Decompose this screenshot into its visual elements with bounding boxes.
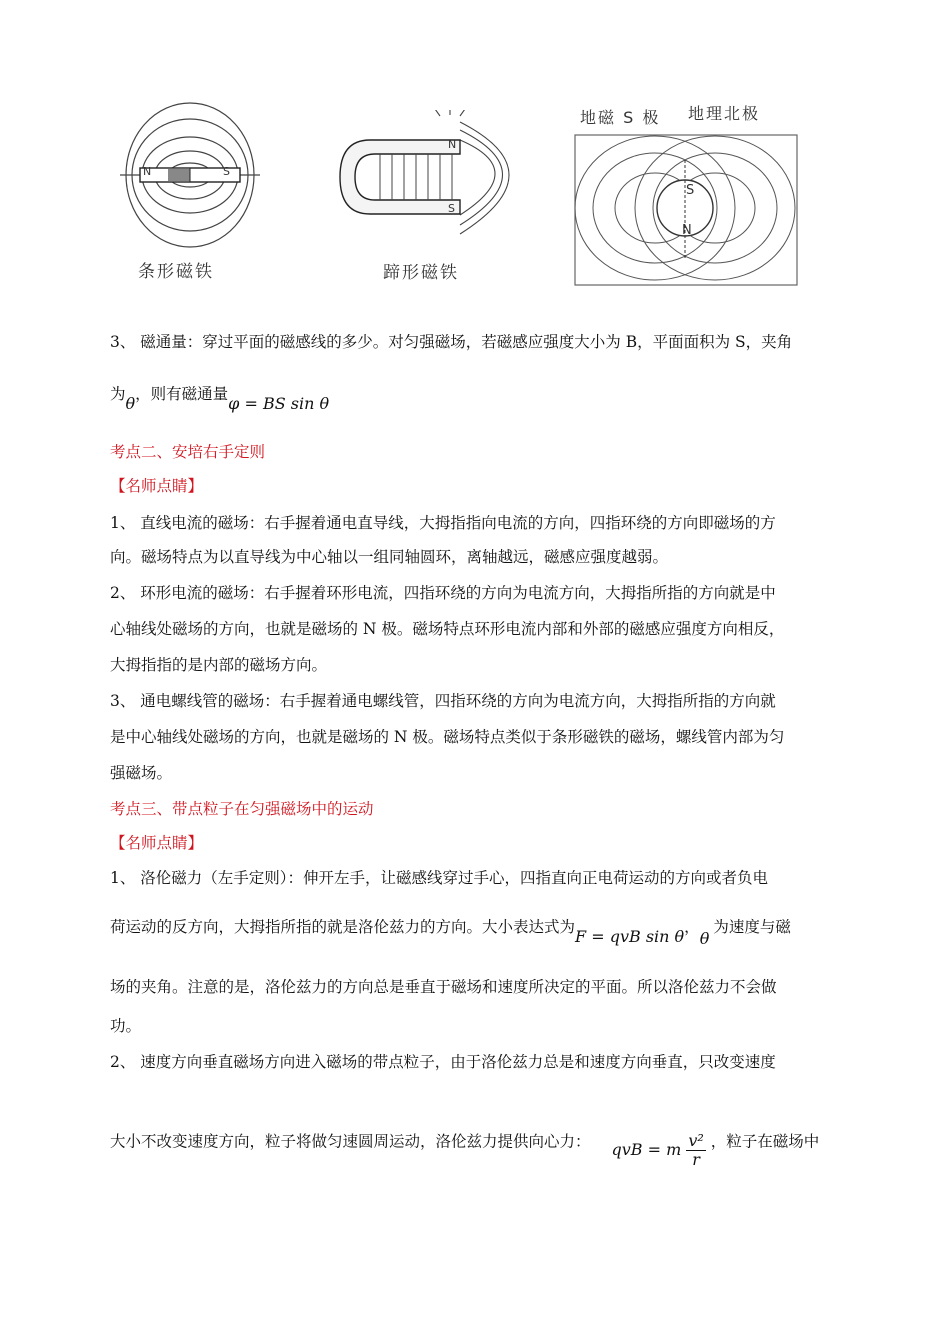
section-3-p1-line-2-a: 荷运动的反方向，大拇指所指的就是洛伦兹力的方向。大小表达式为 [110, 918, 576, 936]
flux-formula: φ = BS sin θ [228, 394, 330, 413]
section-2-tip: 【名师点睛】 [110, 477, 204, 495]
bar-magnet-pole-s: S [223, 165, 232, 178]
earth-magnetic-field-figure [570, 95, 800, 290]
earth-field-lines [570, 130, 800, 290]
section-2-p3-line-2: 是中心轴线处磁场的方向，也就是磁场的 N 极。磁场特点类似于条形磁铁的磁场，螺线管内部为匀 [110, 728, 785, 746]
centripetal-denominator: r [692, 1150, 700, 1169]
bar-magnet-pole-n: N [143, 165, 154, 178]
section-2-p3-line-3: 强磁场。 [110, 764, 173, 782]
horseshoe-pole-s: S [448, 202, 457, 215]
section-2-p3-line-1: 3、 通电螺线管的磁场：右手握着通电螺线管，四指环绕的方向为电流方向，大拇指所指的方向就 [110, 692, 776, 710]
section-2-p2-line-3: 大拇指指的是内部的磁场方向。 [110, 656, 328, 674]
flux-line-2 [110, 382, 330, 413]
earth-label-geomagnetic-s: 地磁 S 极 [580, 108, 661, 127]
section-3-p1-line-2-c: 为速度与磁 [713, 918, 791, 936]
bar-magnet-figure [110, 95, 270, 285]
section-3-tip: 【名师点睛】 [110, 834, 204, 852]
lorentz-force-formula: F = qvB sin θ [575, 927, 685, 946]
horseshoe-magnet-field-lines [330, 110, 530, 250]
centripetal-formula-lhs: qvB = m [611, 1140, 682, 1159]
section-3-p2-line-2-b: ，粒子在磁场中 [710, 1132, 820, 1151]
flux-line-2-prefix: 为 [110, 385, 126, 403]
theta-symbol: θ [125, 394, 136, 413]
theta-symbol-2: θ [699, 929, 710, 948]
flux-line-1: 3、 磁通量：穿过平面的磁感线的多少。对匀强磁场，若磁感应强度大小为 B，平面面积为 S，夹角 [110, 333, 793, 351]
centripetal-numerator: v² [688, 1131, 704, 1150]
section-3-p2-line-2-a: 大小不改变速度方向，粒子将做匀速圆周运动，洛伦兹力提供向心力： [110, 1132, 591, 1151]
section-2-p1-line-1: 1、 直线电流的磁场：右手握着通电直导线，大拇指指向电流的方向，四指环绕的方向即磁场的方 [110, 514, 776, 532]
centripetal-formula [611, 1132, 705, 1169]
section-2-title: 考点二、安培右手定则 [110, 443, 266, 461]
section-3-p1-line-2-b: ， [684, 918, 700, 936]
flux-line-2-mid: ，则有磁通量 [135, 385, 229, 403]
section-3-p2-line-2 [110, 1124, 820, 1169]
centripetal-fraction [686, 1132, 705, 1169]
section-3-p1-line-3: 场的夹角。注意的是，洛伦兹力的方向总是垂直于磁场和速度所决定的平面。所以洛伦兹力不会做 [110, 978, 777, 996]
earth-label-geographic-north: 地理北极 [688, 104, 761, 123]
section-2-p2-line-2: 心轴线处磁场的方向，也就是磁场的 N 极。磁场特点环形电流内部和外部的磁感应强度方向相反， [110, 620, 785, 638]
section-3-p2-line-1: 2、 速度方向垂直磁场方向进入磁场的带点粒子，由于洛伦兹力总是和速度方向垂直，只改变速度 [110, 1053, 776, 1071]
section-3-p1-line-2 [110, 915, 791, 948]
section-3-title: 考点三、带点粒子在匀强磁场中的运动 [110, 800, 374, 818]
section-3-p1-line-1: 1、 洛伦磁力（左手定则）：伸开左手，让磁感线穿过手心，四指直向正电荷运动的方向或者负电 [110, 869, 769, 887]
section-2-p2-line-1: 2、 环形电流的磁场：右手握着环形电流，四指环绕的方向为电流方向，大拇指所指的方向就是中 [110, 584, 776, 602]
section-3-p1-line-4: 功。 [110, 1017, 142, 1035]
earth-pole-n: N [682, 223, 694, 238]
horseshoe-magnet-caption: 蹄形磁铁 [383, 263, 459, 283]
earth-pole-s: S [686, 183, 697, 198]
horseshoe-magnet-figure [330, 110, 530, 290]
section-2-p1-line-2: 向。磁场特点为以直导线为中心轴以一组同轴圆环，离轴越远，磁感应强度越弱。 [110, 548, 669, 566]
horseshoe-pole-n: N [448, 138, 459, 151]
bar-magnet-caption: 条形磁铁 [138, 262, 214, 282]
